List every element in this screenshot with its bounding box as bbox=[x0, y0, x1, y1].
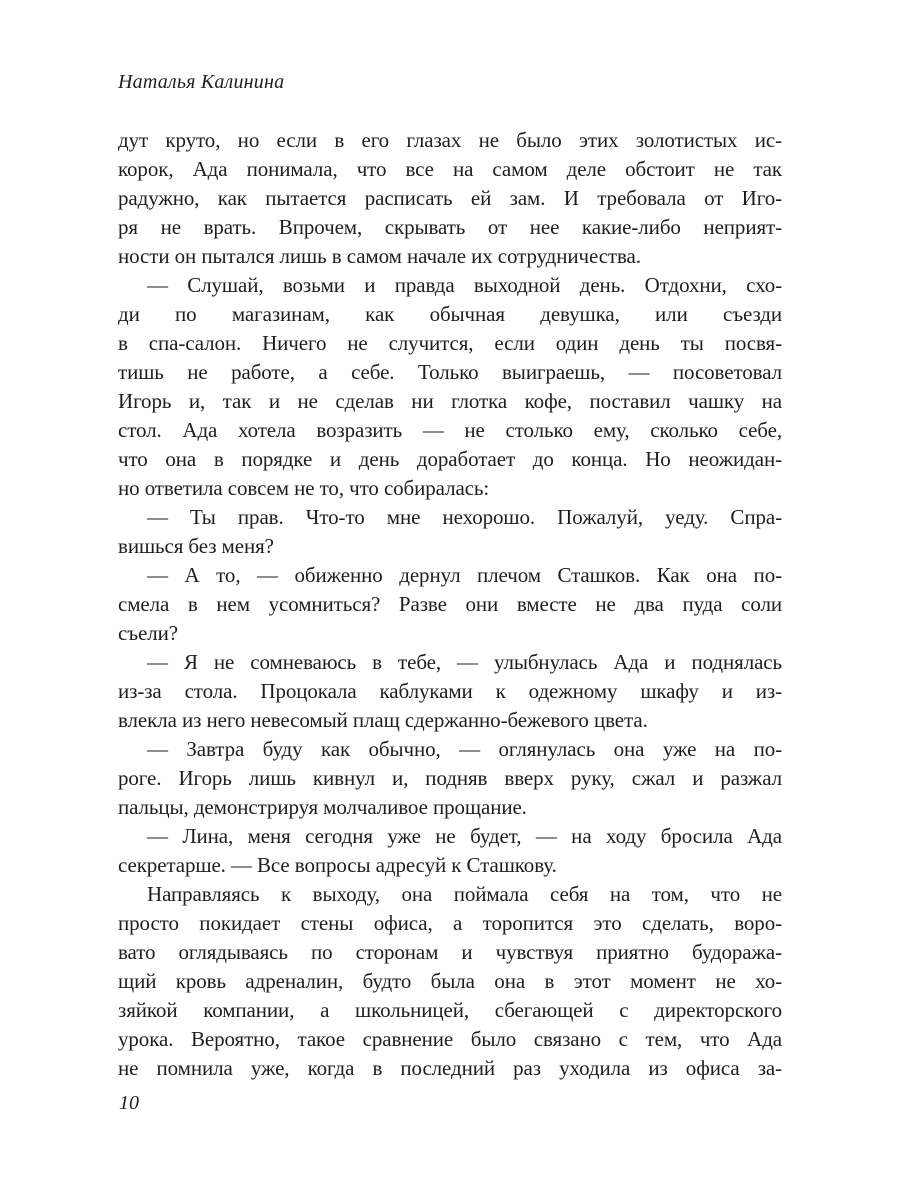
text-line: секретарше. — Все вопросы адресуй к Сташкову. bbox=[118, 853, 557, 877]
text-line: — Слушай, возьми и правда выходной день. Отдохни, схо- bbox=[147, 273, 782, 297]
text-line: просто покидает стены офиса, а торопится это сделать, воро- bbox=[118, 911, 782, 935]
paragraph bbox=[118, 561, 782, 648]
text-line: съели? bbox=[118, 621, 178, 645]
text-line: вато оглядываясь по сторонам и чувствуя приятно будоража- bbox=[118, 940, 782, 964]
paragraph bbox=[118, 648, 782, 735]
text-line: урока. Вероятно, такое сравнение было связано с тем, что Ада bbox=[118, 1027, 782, 1051]
text-line: Игорь и, так и не сделав ни глотка кофе, поставил чашку на bbox=[118, 389, 782, 413]
text-line: ря не врать. Впрочем, скрывать от нее какие-либо неприят- bbox=[118, 215, 782, 239]
text-line: смела в нем усомниться? Разве они вместе не два пуда соли bbox=[118, 592, 782, 616]
text-line: Направляясь к выходу, она поймала себя на том, что не bbox=[147, 882, 782, 906]
text-line: щий кровь адреналин, будто была она в этот момент не хо- bbox=[118, 969, 782, 993]
text-line: тишь не работе, а себе. Только выиграешь, — посоветовал bbox=[118, 360, 782, 384]
text-line: — Лина, меня сегодня уже не будет, — на ходу бросила Ада bbox=[147, 824, 782, 848]
text-line: влекла из него невесомый плащ сдержанно-бежевого цвета. bbox=[118, 708, 648, 732]
paragraph bbox=[118, 271, 782, 503]
body-text bbox=[118, 126, 782, 1083]
text-line: вишься без меня? bbox=[118, 534, 274, 558]
text-line: ности он пытался лишь в самом начале их сотрудничества. bbox=[118, 244, 641, 268]
paragraph bbox=[118, 503, 782, 561]
text-line: дут круто, но если в его глазах не было этих золотистых ис- bbox=[118, 128, 782, 152]
text-line: — Завтра буду как обычно, — оглянулась она уже на по- bbox=[147, 737, 782, 761]
page-number: 10 bbox=[119, 1092, 139, 1114]
text-line: ди по магазинам, как обычная девушка, или съезди bbox=[118, 302, 782, 326]
text-line: что она в порядке и день доработает до конца. Но неожидан- bbox=[118, 447, 782, 471]
paragraph bbox=[118, 880, 782, 1083]
text-line: — Я не сомневаюсь в тебе, — улыбнулась Ада и поднялась bbox=[147, 650, 782, 674]
paragraph bbox=[118, 822, 782, 880]
text-line: зяйкой компании, а школьницей, сбегающей с директорского bbox=[118, 998, 782, 1022]
text-line: из-за стола. Процокала каблуками к одежному шкафу и из- bbox=[118, 679, 782, 703]
text-line: пальцы, демонстрируя молчаливое прощание. bbox=[118, 795, 527, 819]
text-line: корок, Ада понимала, что все на самом деле обстоит не так bbox=[118, 157, 782, 181]
text-line: в спа-салон. Ничего не случится, если один день ты посвя- bbox=[118, 331, 782, 355]
text-line: радужно, как пытается расписать ей зам. И требовала от Иго- bbox=[118, 186, 782, 210]
paragraph bbox=[118, 735, 782, 822]
text-line: роге. Игорь лишь кивнул и, подняв вверх руку, сжал и разжал bbox=[118, 766, 782, 790]
text-line: — Ты прав. Что-то мне нехорошо. Пожалуй, уеду. Спра- bbox=[147, 505, 782, 529]
text-line: не помнила уже, когда в последний раз уходила из офиса за- bbox=[118, 1056, 782, 1080]
text-line: стол. Ада хотела возразить — не столько ему, сколько себе, bbox=[118, 418, 782, 442]
paragraph bbox=[118, 126, 782, 271]
running-header: Наталья Калинина bbox=[118, 71, 285, 93]
text-line: — А то, — обиженно дернул плечом Сташков. Как она по- bbox=[147, 563, 782, 587]
text-line: но ответила совсем не то, что собиралась: bbox=[118, 476, 490, 500]
